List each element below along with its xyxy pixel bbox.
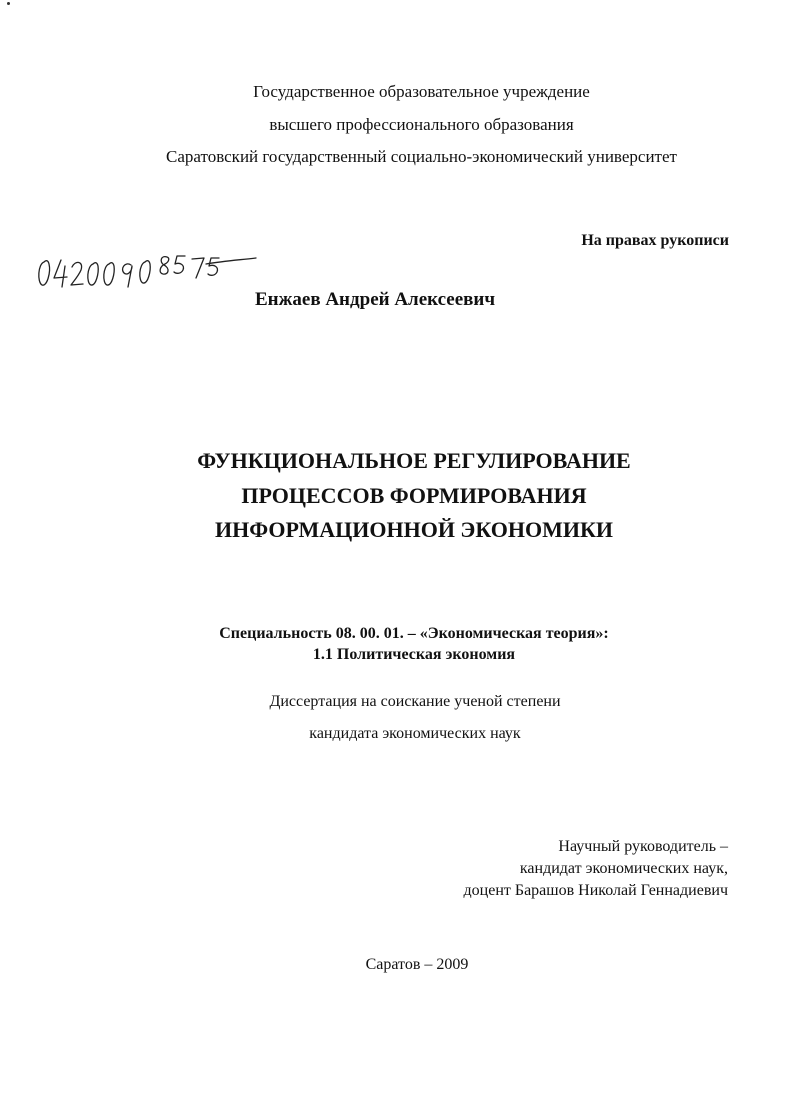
scan-speck <box>7 2 10 5</box>
title-line-1: ФУНКЦИОНАЛЬНОЕ РЕГУЛИРОВАНИЕ <box>197 448 631 473</box>
dissertation-line-1: Диссертация на соискание ученой степени <box>269 693 561 710</box>
author-name: Енжаев Андрей Алексеевич <box>255 289 496 310</box>
manuscript-rights-note: На правах рукописи <box>581 232 729 249</box>
supervisor-line-2: кандидат экономических наук, <box>519 860 728 877</box>
title-line-2: ПРОЦЕССОВ ФОРМИРОВАНИЯ <box>241 483 587 508</box>
specialty-line-1: Специальность 08. 00. 01. – «Экономическая теория»: <box>219 625 609 642</box>
city-year: Саратов – 2009 <box>365 956 469 973</box>
supervisor-line-3: доцент Барашов Николай Геннадиевич <box>463 882 728 899</box>
institution-line-3: Саратовский государственный социально-экономический университет <box>166 147 677 166</box>
institution-line-2: высшего профессионального образования <box>269 115 574 134</box>
supervisor-line-1: Научный руководитель – <box>558 838 728 855</box>
handwritten-registration-number <box>34 252 264 292</box>
title-line-3: ИНФОРМАЦИОННОЙ ЭКОНОМИКИ <box>214 517 614 542</box>
dissertation-line-2: кандидата экономических наук <box>309 725 521 742</box>
specialty-line-2: 1.1 Политическая экономия <box>312 646 516 663</box>
institution-line-1: Государственное образовательное учреждение <box>253 82 590 101</box>
supervisor-block <box>464 836 728 902</box>
